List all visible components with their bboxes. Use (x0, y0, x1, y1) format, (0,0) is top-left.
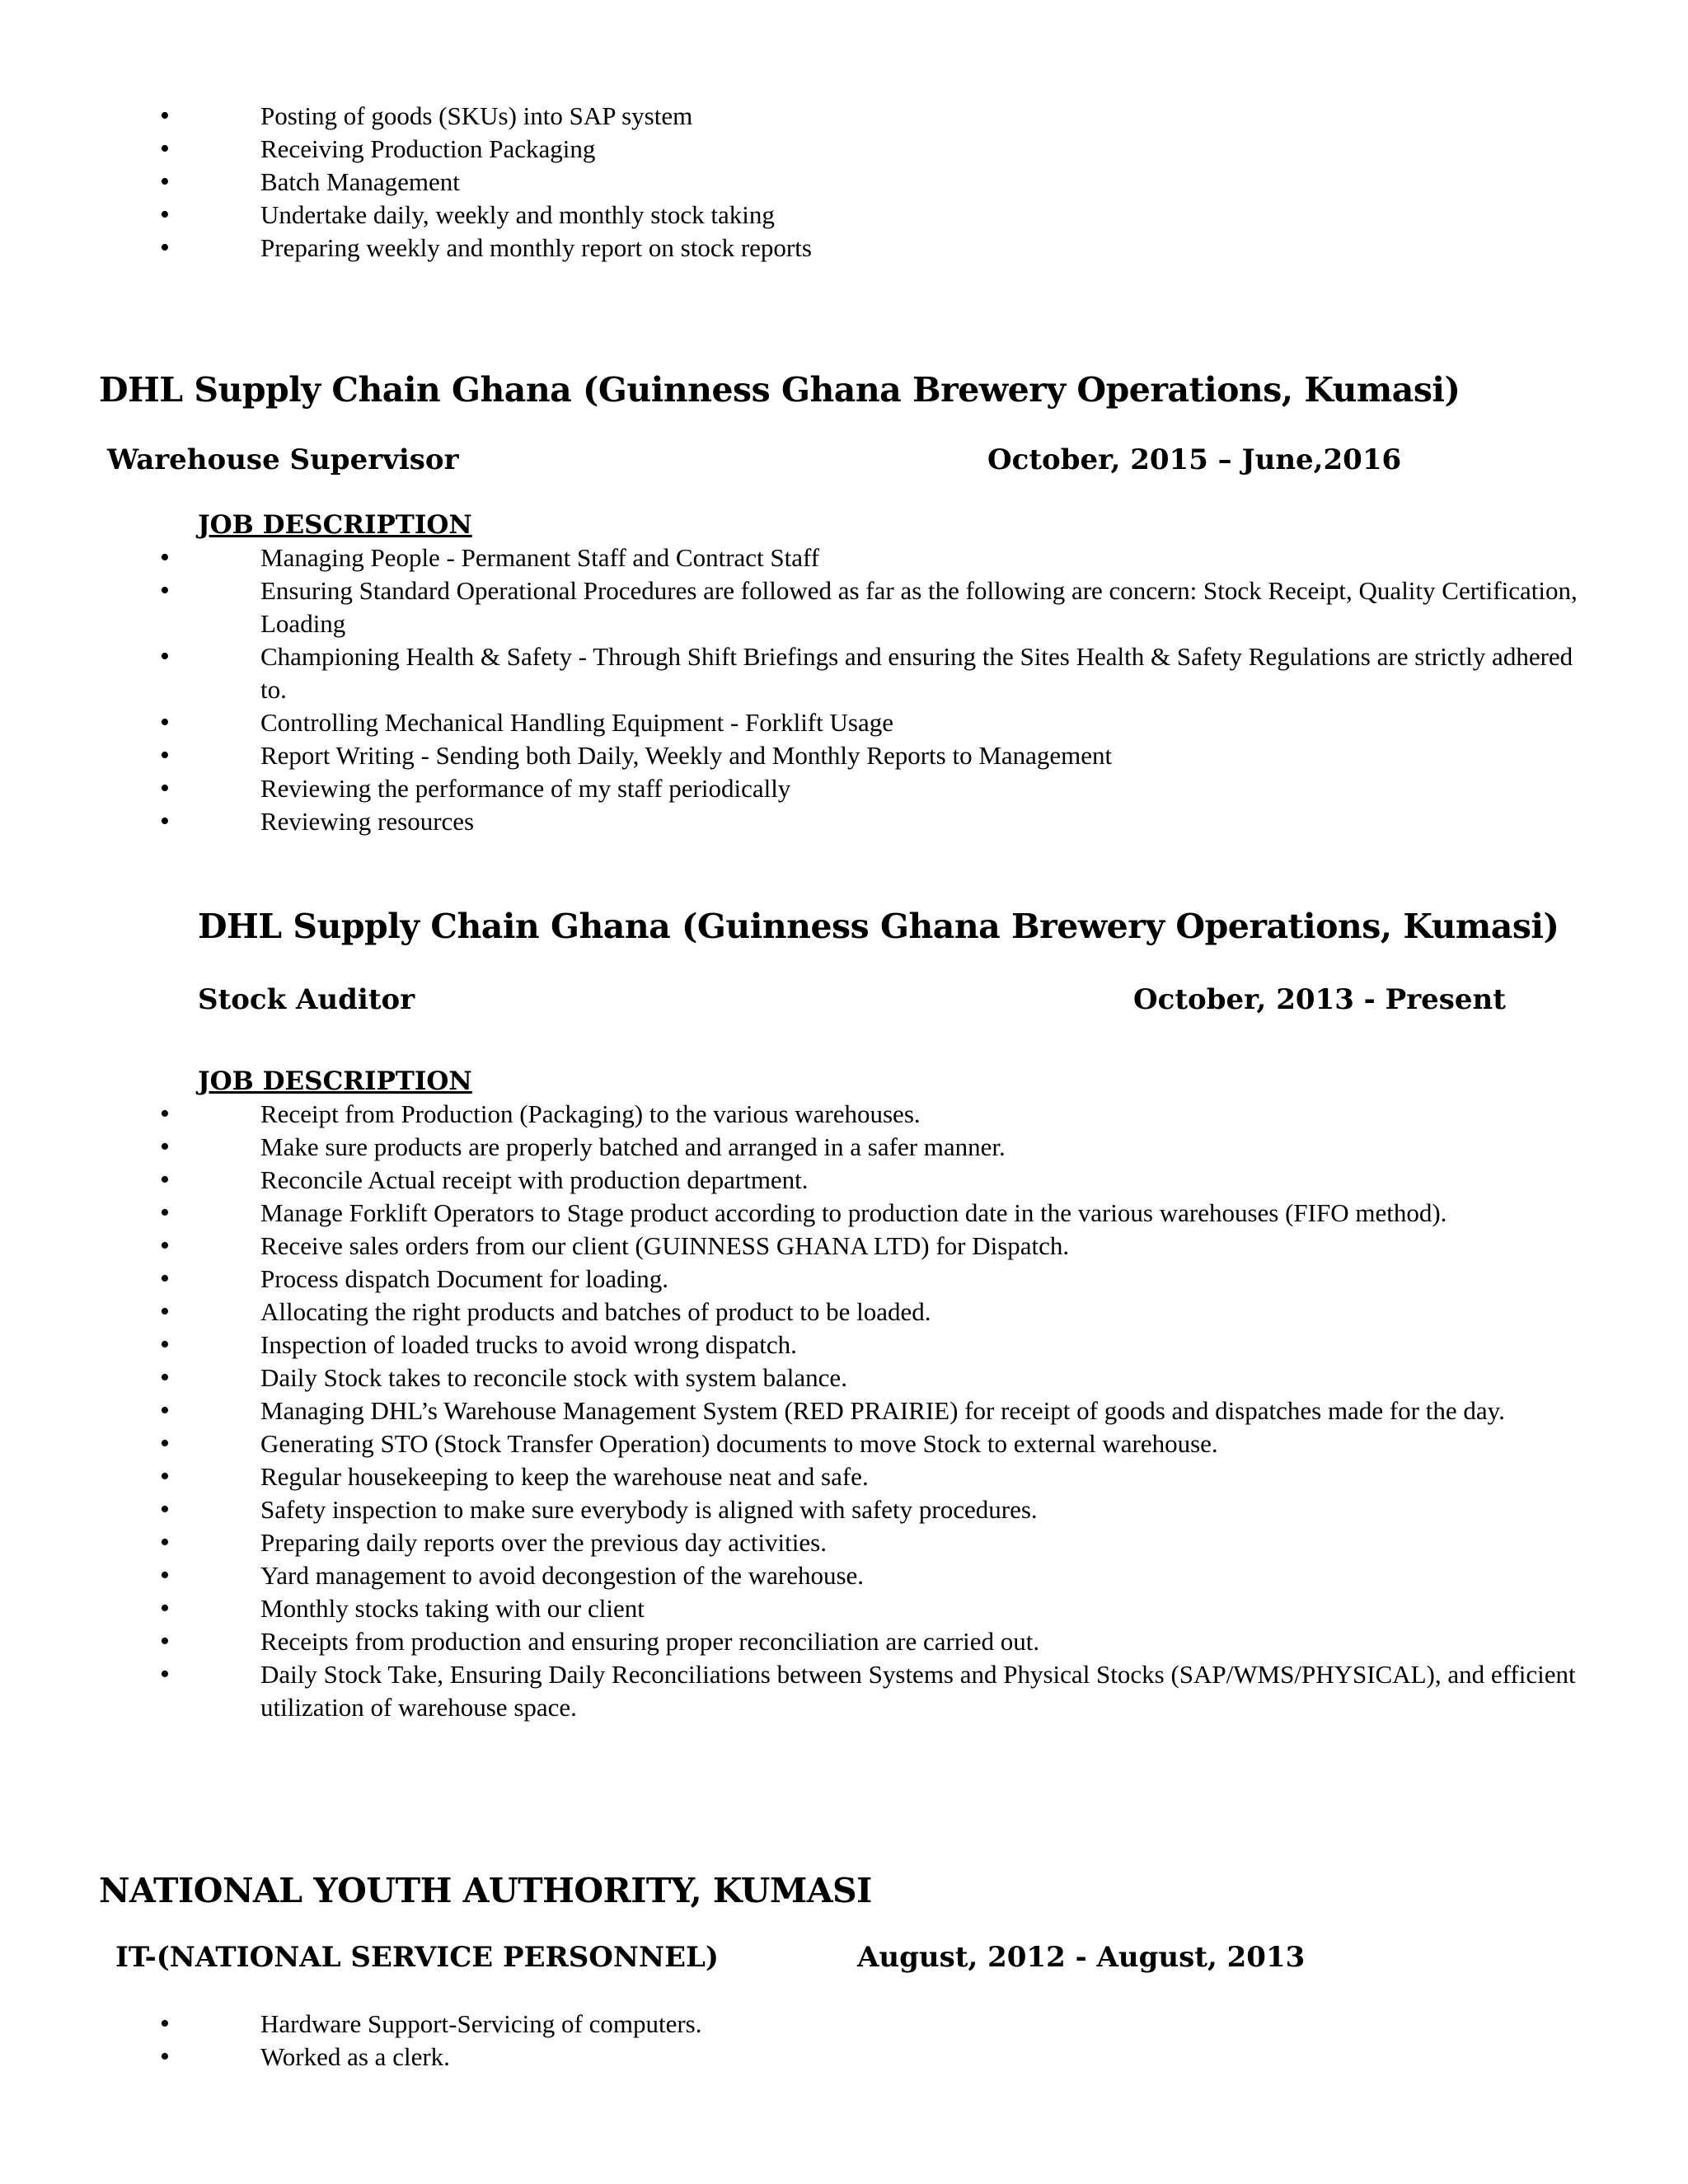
job-dates: October, 2013 - Present (1133, 983, 1506, 1016)
list-item: • Championing Health & Safety - Through Shift Briefings and ensuring the Sites Health & Safety Regulations are strictly adhered to. (160, 640, 1582, 706)
job-description-list (160, 541, 1582, 838)
list-item: • Process dispatch Document for loading. (160, 1263, 1578, 1296)
top-bullet-list (160, 100, 1578, 265)
job-description-heading: JOB DESCRIPTION (198, 510, 472, 540)
list-item: • Reviewing the performance of my staff periodically (160, 772, 1582, 805)
job-description-list (160, 2008, 1578, 2074)
list-item: • Report Writing - Sending both Daily, Weekly and Monthly Reports to Management (160, 739, 1582, 772)
list-item: • Ensuring Standard Operational Procedures are followed as far as the following are concern: Stock Receipt, Quality Certification, Loading (160, 574, 1582, 640)
list-item: • Worked as a clerk. (160, 2041, 1578, 2074)
job-dates: August, 2012 - August, 2013 (857, 1941, 1306, 1974)
list-item: • Receipts from production and ensuring proper reconciliation are carried out. (160, 1625, 1578, 1658)
list-item: • Preparing daily reports over the previous day activities. (160, 1526, 1578, 1559)
list-item: • Yard management to avoid decongestion of the warehouse. (160, 1559, 1578, 1592)
list-item: • Preparing weekly and monthly report on stock reports (160, 232, 1578, 265)
job-title: Warehouse Supervisor (107, 443, 459, 476)
list-item: • Reviewing resources (160, 805, 1582, 838)
job-title: IT-(NATIONAL SERVICE PERSONNEL) (115, 1941, 719, 1974)
company-heading: NATIONAL YOUTH AUTHORITY, KUMASI (99, 1871, 872, 1910)
list-item: • Hardware Support-Servicing of computers. (160, 2008, 1578, 2041)
list-item: • Make sure products are properly batched and arranged in a safer manner. (160, 1131, 1578, 1164)
list-item: • Receiving Production Packaging (160, 133, 1578, 166)
list-item: • Generating STO (Stock Transfer Operation) documents to move Stock to external warehouse. (160, 1427, 1578, 1460)
job-description-heading: JOB DESCRIPTION (198, 1066, 472, 1096)
list-item: • Managing People - Permanent Staff and Contract Staff (160, 541, 1582, 574)
job-dates: October, 2015 – June,2016 (987, 443, 1402, 476)
list-item: • Safety inspection to make sure everybody is aligned with safety procedures. (160, 1493, 1578, 1526)
list-item: • Controlling Mechanical Handling Equipment - Forklift Usage (160, 706, 1582, 739)
list-item: • Inspection of loaded trucks to avoid wrong dispatch. (160, 1329, 1578, 1361)
job-description-list (160, 1098, 1578, 1724)
company-heading: DHL Supply Chain Ghana (Guinness Ghana Brewery Operations, Kumasi) (198, 907, 1559, 946)
job-title: Stock Auditor (198, 983, 415, 1016)
list-item: • Regular housekeeping to keep the warehouse neat and safe. (160, 1460, 1578, 1493)
list-item: • Monthly stocks taking with our client (160, 1592, 1578, 1625)
company-heading: DHL Supply Chain Ghana (Guinness Ghana Brewery Operations, Kumasi) (99, 370, 1461, 410)
list-item: • Daily Stock takes to reconcile stock with system balance. (160, 1361, 1578, 1394)
list-item: • Receive sales orders from our client (GUINNESS GHANA LTD) for Dispatch. (160, 1230, 1578, 1263)
list-item: • Batch Management (160, 166, 1578, 199)
list-item: • Manage Forklift Operators to Stage product according to production date in the various warehouses (FIFO method). (160, 1197, 1578, 1230)
list-item: • Daily Stock Take, Ensuring Daily Reconciliations between Systems and Physical Stocks (SAP/WMS/PHYSICAL), and efficient utilization of warehouse space. (160, 1658, 1578, 1724)
list-item: • Posting of goods (SKUs) into SAP system (160, 100, 1578, 133)
list-item: • Allocating the right products and batches of product to be loaded. (160, 1296, 1578, 1329)
list-item: • Receipt from Production (Packaging) to the various warehouses. (160, 1098, 1578, 1131)
list-item: • Undertake daily, weekly and monthly stock taking (160, 199, 1578, 232)
list-item: • Reconcile Actual receipt with production department. (160, 1164, 1578, 1197)
list-item: • Managing DHL’s Warehouse Management System (RED PRAIRIE) for receipt of goods and dispatches made for the day. (160, 1394, 1578, 1427)
